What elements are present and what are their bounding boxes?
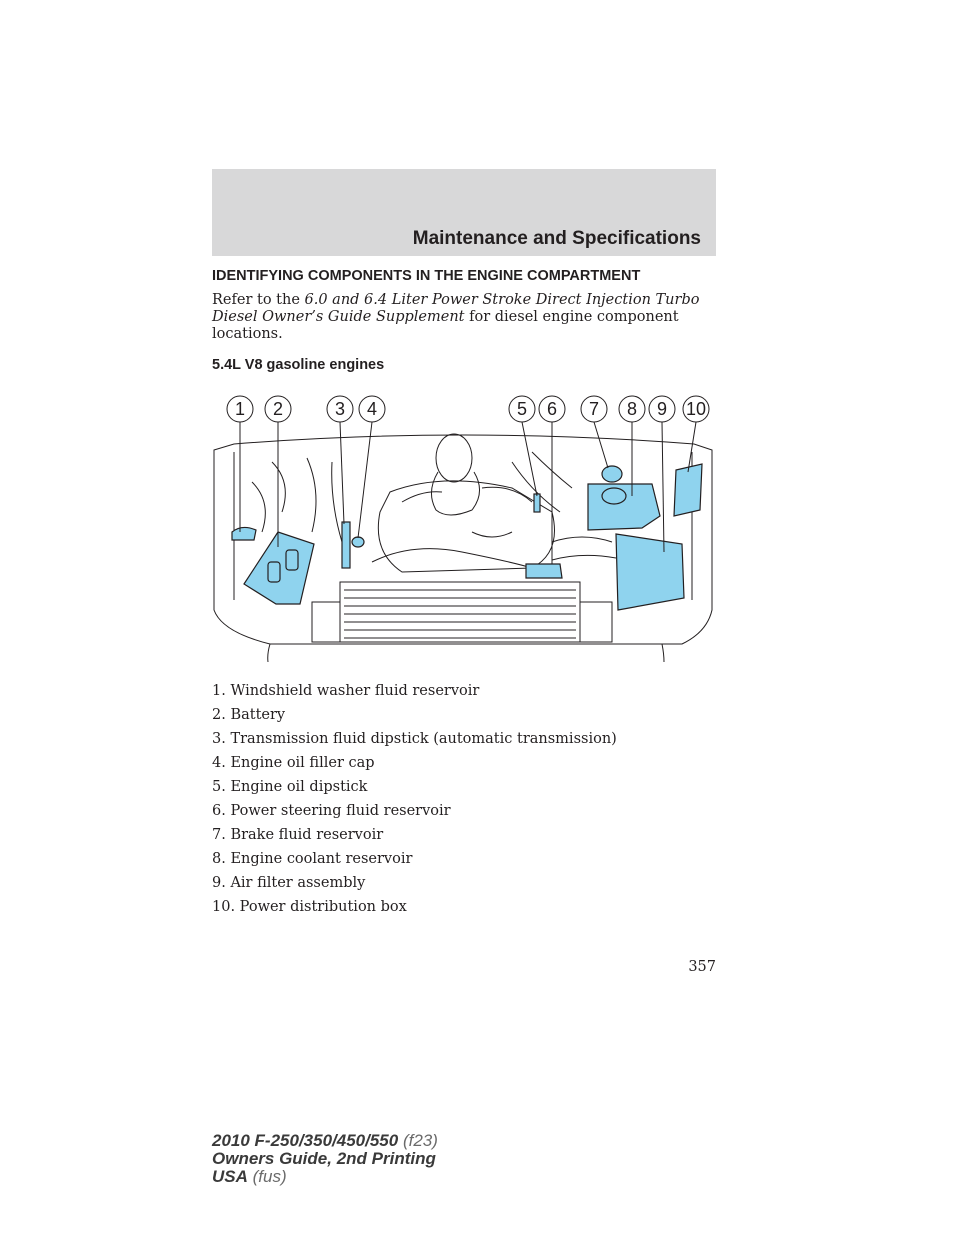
callout-markers xyxy=(227,396,709,422)
document-footer xyxy=(212,1132,438,1186)
air-filter-assembly-shape xyxy=(616,534,684,610)
engine-compartment-diagram xyxy=(212,392,716,664)
battery-terminal-shape xyxy=(268,562,280,582)
callout-9 xyxy=(649,396,675,422)
oil-filler-cap-shape xyxy=(352,537,364,547)
legend-item: 5. Engine oil dipstick xyxy=(212,779,368,795)
svg-text:1: 1 xyxy=(234,399,246,419)
svg-text:8: 8 xyxy=(626,399,638,419)
footer-market-code: (fus) xyxy=(247,1167,287,1186)
battery-terminal-shape xyxy=(286,550,298,570)
legend-item: 9. Air filter assembly xyxy=(212,875,366,891)
power-steering-reservoir-shape xyxy=(526,564,562,578)
legend-item: 8. Engine coolant reservoir xyxy=(212,851,413,867)
callout-1 xyxy=(227,396,253,422)
washer-fluid-reservoir-shape xyxy=(232,527,256,540)
svg-text:4: 4 xyxy=(366,399,378,419)
callout-6 xyxy=(539,396,565,422)
svg-text:5: 5 xyxy=(516,399,528,419)
oil-dipstick-shape xyxy=(534,494,540,512)
callout-8 xyxy=(619,396,645,422)
legend-item: 4. Engine oil filler cap xyxy=(212,755,375,771)
legend-item: 6. Power steering fluid reservoir xyxy=(212,803,451,819)
legend-item: 10. Power distribution box xyxy=(212,899,407,915)
svg-text:6: 6 xyxy=(546,399,558,419)
transmission-dipstick-shape xyxy=(342,522,350,568)
section-heading: IDENTIFYING COMPONENTS IN THE ENGINE COMPARTMENT xyxy=(212,268,641,284)
intro-italic-reference: 6.0 and 6.4 Liter Power Stroke Direct Injection Turbo Diesel Owner’s Guide Supplement xyxy=(212,292,700,325)
legend-item: 3. Transmission fluid dipstick (automatic transmission) xyxy=(212,731,617,747)
legend-item: 1. Windshield washer fluid reservoir xyxy=(212,683,480,699)
section-header-band xyxy=(212,169,716,256)
callout-2 xyxy=(265,396,291,422)
callout-5 xyxy=(509,396,535,422)
engine-subheading: 5.4L V8 gasoline engines xyxy=(212,357,385,373)
svg-text:10: 10 xyxy=(685,399,707,419)
footer-line-1 xyxy=(212,1132,438,1150)
component-legend xyxy=(212,682,617,922)
callout-10 xyxy=(683,396,709,422)
coolant-reservoir-cap-shape xyxy=(602,488,626,504)
callout-3 xyxy=(327,396,353,422)
callout-7 xyxy=(581,396,607,422)
legend-item: 7. Brake fluid reservoir xyxy=(212,827,384,843)
footer-line-2: Owners Guide, 2nd Printing xyxy=(212,1149,436,1168)
svg-text:9: 9 xyxy=(656,399,668,419)
intro-paragraph xyxy=(212,292,702,343)
intro-suffix: for diesel engine component locations. xyxy=(212,309,679,342)
svg-text:7: 7 xyxy=(588,399,600,419)
intro-prefix: Refer to the xyxy=(212,292,305,308)
footer-line-3 xyxy=(212,1168,438,1186)
legend-item: 2. Battery xyxy=(212,707,286,723)
footer-model: 2010 F-250/350/450/550 xyxy=(212,1131,399,1150)
brake-reservoir-cap-shape xyxy=(602,466,622,482)
footer-model-code: (f23) xyxy=(398,1131,438,1150)
section-header-title: Maintenance and Specifications xyxy=(412,228,701,249)
svg-text:3: 3 xyxy=(334,399,346,419)
callout-4 xyxy=(359,396,385,422)
svg-text:2: 2 xyxy=(272,399,284,419)
footer-market: USA xyxy=(212,1167,248,1186)
page-number: 357 xyxy=(688,959,716,975)
